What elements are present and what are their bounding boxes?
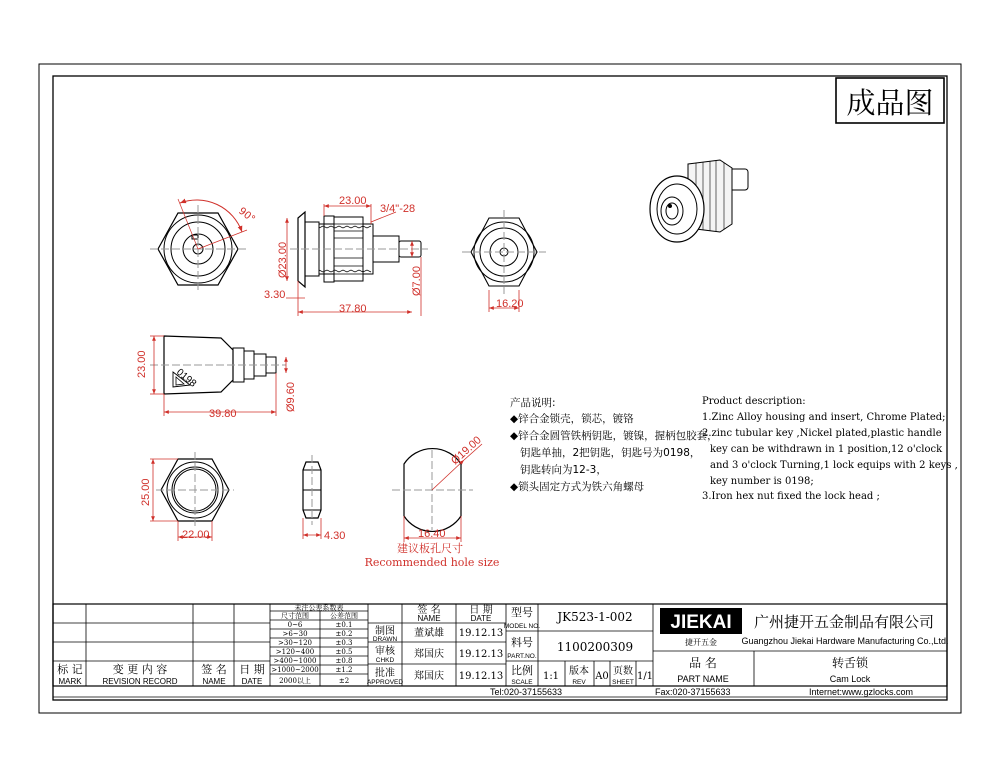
tol-head-range: 尺寸范围 bbox=[281, 612, 309, 620]
title-stamp: 成品图 bbox=[846, 86, 934, 120]
tol-value: ±0.2 bbox=[335, 630, 353, 638]
dim-flange: 3.30 bbox=[264, 289, 286, 301]
part-label-cn: 料号 bbox=[511, 636, 533, 649]
footer-tel: Tel:020-37155633 bbox=[490, 687, 563, 697]
sheet-value: 1/1 bbox=[636, 671, 654, 682]
rev-label-cn: 版本 bbox=[569, 666, 589, 677]
record-cn: 变 更 内 容 bbox=[112, 663, 168, 676]
company-logo: JIEKAI bbox=[670, 612, 732, 633]
angle-label: 90° bbox=[236, 205, 257, 226]
tol-range: 2000以上 bbox=[279, 677, 311, 685]
record-en: REVISION RECORD bbox=[102, 677, 178, 686]
dim-key-dia: Ø9.60 bbox=[285, 382, 297, 412]
part-value: 1100200309 bbox=[556, 640, 634, 654]
role-cn: 批准 bbox=[375, 668, 395, 679]
rev-name-en: NAME bbox=[202, 677, 226, 686]
model-label-en: MODEL NO. bbox=[503, 623, 541, 630]
company-name-cn: 广州捷开五金制品有限公司 bbox=[753, 613, 935, 631]
model-part-block bbox=[504, 605, 653, 686]
desc-cn-line: ◆锌合金圆管铁柄钥匙，镀镍，握柄包胶套， bbox=[510, 430, 718, 442]
role-en: DRAWN bbox=[372, 636, 398, 643]
dim-width-16-20: 16.20 bbox=[496, 298, 524, 310]
nut-front-view bbox=[156, 452, 234, 528]
mark-cn: 标 记 bbox=[57, 663, 83, 676]
dim-nut-width: 22.00 bbox=[182, 529, 210, 541]
sign-date-en: DATE bbox=[470, 614, 492, 623]
angle-dimension bbox=[178, 199, 257, 249]
rear-view bbox=[462, 210, 546, 294]
desc-en-line: 1.Zinc Alloy housing and insert, Chrome Plated; bbox=[702, 412, 946, 423]
inner-frame bbox=[53, 76, 947, 700]
desc-en-line: and 3 o'clock Turning,1 lock equips with 2 keys , bbox=[710, 460, 958, 471]
model-value: JK523-1-002 bbox=[557, 610, 633, 624]
sign-name-cn: 签 名 bbox=[417, 605, 441, 616]
role-date: 19.12.13 bbox=[458, 671, 504, 682]
dim-hole-flat: 16.40 bbox=[418, 528, 446, 540]
part-name-label-cn: 品 名 bbox=[689, 656, 717, 670]
footer-contacts bbox=[490, 687, 913, 697]
tol-head-tol: 公差范围 bbox=[330, 612, 358, 620]
company-sub-cn: 捷开五金 bbox=[685, 638, 717, 647]
desc-en-line: 3.Iron hex nut fixed the lock head ; bbox=[702, 491, 880, 502]
dim-length-37-80: 37.80 bbox=[339, 303, 367, 315]
dim-length-23: 23.00 bbox=[339, 195, 367, 207]
mark-en: MARK bbox=[58, 677, 82, 686]
desc-en-line: 2.zinc tubular key ,Nickel plated,plastic handle bbox=[702, 428, 942, 439]
desc-cn-line: ◆锌合金锁壳，锁芯，镀铬 bbox=[510, 413, 634, 425]
description-cn bbox=[510, 396, 718, 493]
rev-value: A0 bbox=[595, 671, 609, 682]
dim-nut-thickness: 4.30 bbox=[324, 530, 346, 542]
desc-en-line: key can be withdrawn in 1 position,12 o'clock bbox=[710, 444, 943, 455]
company-block bbox=[660, 608, 949, 684]
tol-value: ±0.8 bbox=[335, 657, 353, 665]
footer-web: Internet:www.gzlocks.com bbox=[809, 687, 914, 697]
tol-value: ±0.5 bbox=[335, 648, 353, 656]
product-isometric bbox=[650, 160, 748, 242]
role-name: 郑国庆 bbox=[414, 671, 444, 682]
part-name-value-en: Cam Lock bbox=[829, 674, 871, 684]
tol-value: ±2 bbox=[338, 677, 350, 685]
description-en bbox=[702, 396, 958, 502]
tol-title: 未注公差系数表 bbox=[294, 604, 344, 612]
part-label-en: PART.NO. bbox=[507, 653, 537, 660]
part-name-value-cn: 转舌锁 bbox=[831, 656, 869, 670]
role-name: 郑国庆 bbox=[414, 649, 444, 660]
role-cn: 制图 bbox=[375, 626, 395, 637]
desc-en-line: key number is 0198; bbox=[710, 476, 814, 487]
side-view bbox=[290, 212, 428, 287]
dim-dia-23: Ø23.00 bbox=[277, 241, 289, 278]
scale-label-en: SCALE bbox=[511, 679, 533, 686]
scale-label-cn: 比例 bbox=[511, 664, 533, 677]
scale-value: 1:1 bbox=[542, 671, 560, 682]
tol-range: >1000~2000 bbox=[271, 666, 319, 674]
role-date: 19.12.13 bbox=[458, 649, 504, 660]
dim-hole-dia: Ø19.00 bbox=[448, 434, 484, 468]
key-mark: 0198 bbox=[174, 366, 199, 390]
tol-range: >30~120 bbox=[278, 639, 312, 647]
desc-cn-line: 钥匙转向为12-3， bbox=[520, 464, 607, 476]
tol-value: ±1.2 bbox=[335, 666, 353, 674]
hole-label-en: Recommended hole size bbox=[364, 556, 500, 569]
rev-date-cn: 日 期 bbox=[239, 663, 265, 676]
tol-range: >400~1000 bbox=[273, 657, 317, 665]
desc-cn-line: ◆锁头固定方式为铁六角螺母 bbox=[510, 481, 645, 493]
desc-cn-line: 钥匙单抽，2把钥匙，钥匙号为0198， bbox=[520, 447, 701, 459]
role-cn: 审核 bbox=[375, 646, 395, 657]
role-name: 董斌雄 bbox=[414, 628, 444, 639]
sheet-label-cn: 页数 bbox=[613, 666, 633, 677]
sign-date-cn: 日 期 bbox=[469, 605, 493, 616]
footer-fax: Fax:020-37155633 bbox=[655, 687, 731, 697]
key-view bbox=[150, 336, 286, 394]
nut-side-view bbox=[303, 455, 321, 525]
tol-range: 0~6 bbox=[287, 621, 303, 629]
dim-thread: 3/4"-28 bbox=[380, 203, 416, 215]
tol-value: ±0.1 bbox=[335, 621, 353, 629]
dim-nut-height: 25.00 bbox=[140, 478, 152, 506]
sheet-label-en: SHEET bbox=[612, 679, 634, 686]
part-name-label-en: PART NAME bbox=[677, 674, 729, 684]
rev-date-en: DATE bbox=[241, 677, 263, 686]
desc-en-title: Product description: bbox=[702, 396, 806, 407]
role-date: 19.12.13 bbox=[458, 628, 504, 639]
tol-value: ±0.3 bbox=[335, 639, 353, 647]
role-en: CHKD bbox=[375, 657, 395, 664]
dim-key-height: 23.00 bbox=[136, 350, 148, 378]
dim-key-length: 39.80 bbox=[209, 408, 237, 420]
dim-dia-7: Ø7.00 bbox=[411, 266, 423, 296]
tol-range: >6~30 bbox=[282, 630, 308, 638]
sign-block bbox=[367, 603, 503, 686]
tol-range: >120~400 bbox=[275, 648, 315, 656]
model-label-cn: 型号 bbox=[511, 606, 533, 619]
rev-name-cn: 签 名 bbox=[201, 663, 227, 676]
hole-label-cn: 建议板孔尺寸 bbox=[397, 542, 463, 555]
role-en: APPROVED bbox=[366, 679, 404, 686]
sign-name-en: NAME bbox=[417, 614, 441, 623]
tolerance-table bbox=[271, 603, 358, 685]
company-name-en: Guangzhou Jiekai Hardware Manufacturing Co.,Ltd. bbox=[741, 636, 949, 646]
desc-cn-title: 产品说明: bbox=[510, 397, 556, 409]
rev-label-en: REV bbox=[572, 679, 586, 686]
